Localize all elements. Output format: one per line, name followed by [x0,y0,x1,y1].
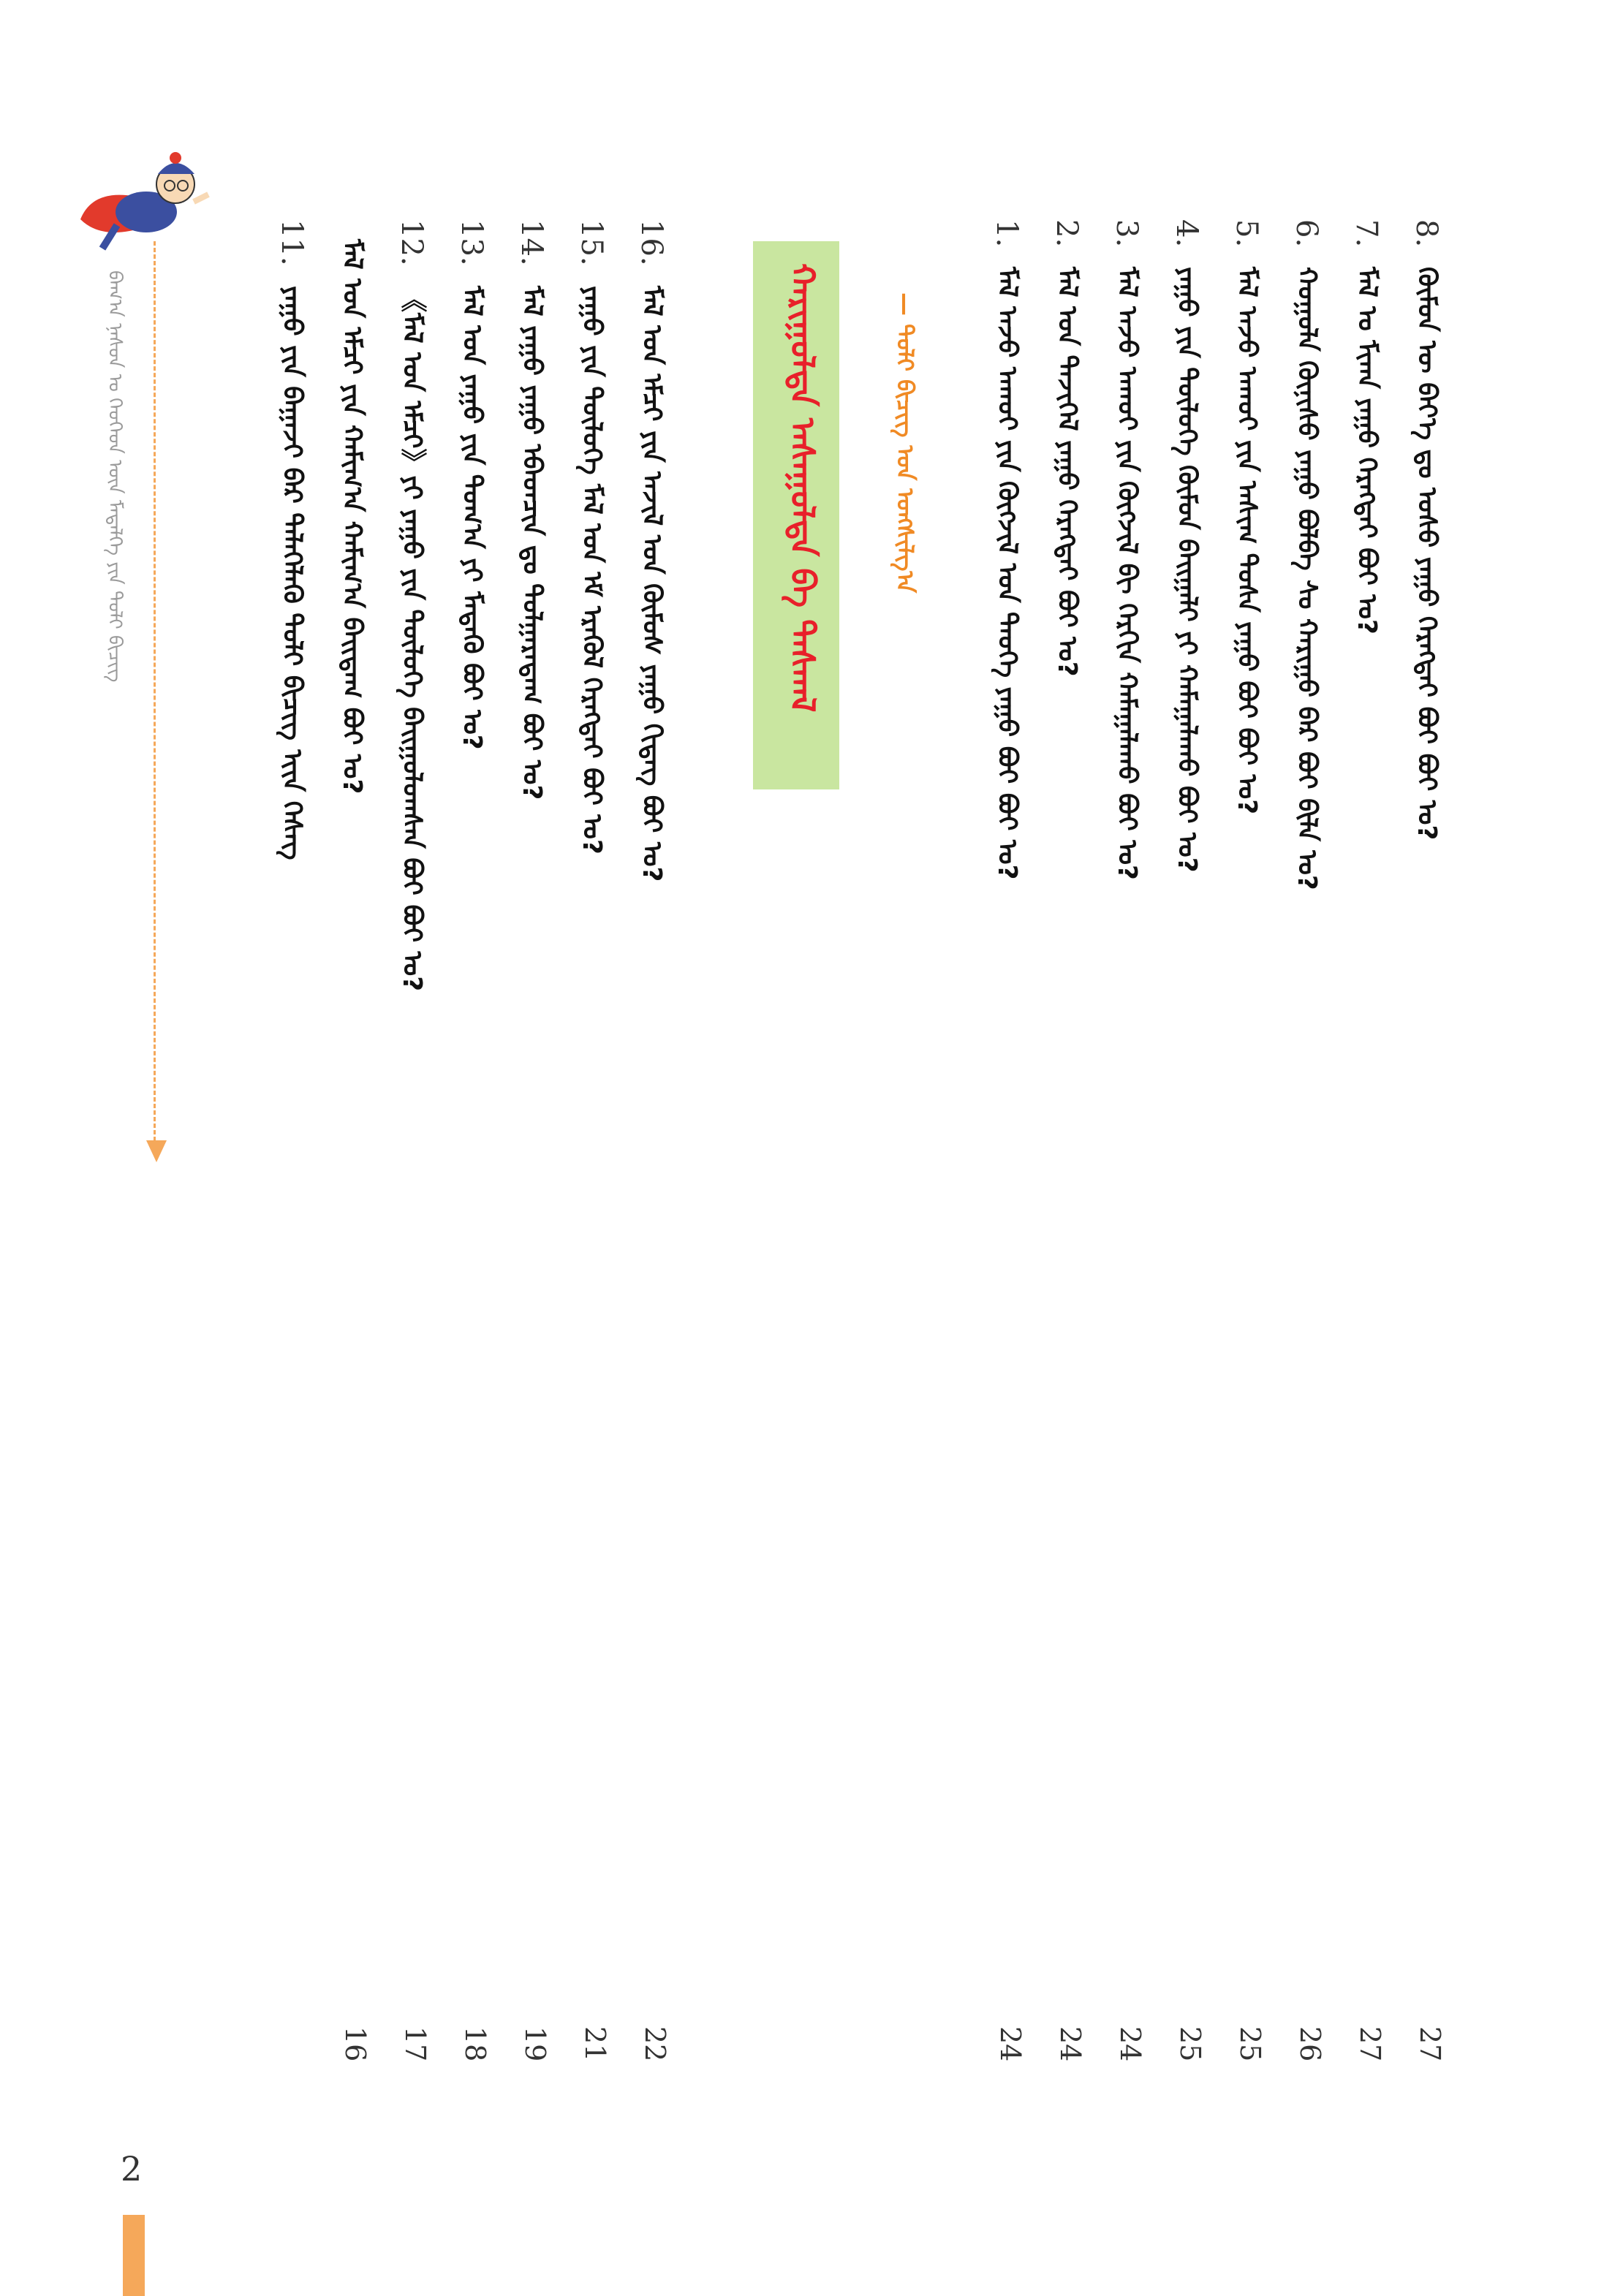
toc-title: ᠮᠠᠯ ᠤᠨ ᠡᠮᠴᠢ ᠶᠢᠨ ᠬᠠᠮᠢᠭ᠎ᠠ ᠬᠠᠮᠢᠭ᠎ᠠ ᠪᠠᠢᠳᠠᠭ ᠪᠤᠢ ᠤ? [337,239,367,795]
toc-number: 2. [1050,219,1083,248]
toc-entry[interactable] [1284,219,1328,2061]
toc-entry[interactable] [389,219,433,2061]
toc-title: ᠮᠠᠯ ᠠᠵᠤ ᠠᠬᠤᠢ ᠶᠢᠨ ᠬᠦᠭᠵᠢᠯ ᠤᠨ ᠲᠡᠦᠬᠡ ᠶᠠᠭᠤ ᠪᠤᠢ ᠪᠤᠢ ᠤ? [992,267,1022,880]
toc-page: 25 [1174,2026,1206,2061]
toc-entry[interactable] [269,219,313,2061]
toc-page: 21 [579,2026,611,2061]
toc-number: 14. [515,219,548,266]
toc-number: 11. [275,219,309,266]
toc-number: 5. [1230,219,1263,248]
toc-page: 24 [1054,2026,1086,2061]
toc-entry[interactable] [569,219,613,2061]
page-number: 2 [121,2149,143,2189]
toc-entry[interactable] [1224,219,1268,2061]
toc-entry[interactable] [329,219,373,2061]
toc-entry[interactable] [984,219,1028,2061]
toc-entry[interactable] [1104,219,1148,2061]
toc-number: 16. [635,219,668,266]
toc-title: ᠶᠠᠭᠤ ᠶᠢᠨ ᠲᠥᠯᠦᠭᠡ ᠬᠦᠮᠦᠨ ᠪᠠᠢᠭᠠᠯᠢ ᠶᠢ ᠬᠠᠮᠠᠭᠠᠯᠠᠬᠤ ᠪᠤᠢ ᠤ? [1172,267,1202,873]
page-tab-marker [123,2215,145,2296]
toc-page: 24 [994,2026,1026,2061]
toc-title: ᠮᠠᠯ ᠤᠨ ᠶᠠᠭᠤ ᠶᠢᠨ ᠲᠣᠭ᠎ᠠ ᠶᠢ ᠮᠡᠳᠡᠬᠦ ᠪᠤᠢ ᠤ? [457,285,487,750]
toc-page: 27 [1414,2026,1446,2061]
footer-arrow-icon [146,1140,167,1162]
toc-title: ᠶᠠᠭᠤ ᠶᠢᠨ ᠪᠠᠭᠠᠵᠢ ᠪᠠᠷ ᠲᠡᠯᠡᠭᠡᠯᠡᠬᠦ ᠲᠤᠯᠢ ᠪᠢᠴᠢᠭ ᠢᠢᠨ ᠬᠡᠰᠡᠭ [277,285,307,860]
toc-page: 16 [339,2026,371,2061]
section-title: ᠬᠠᠷᠢᠭᠤᠯᠲᠠ ᠠᠰᠠᠭᠤᠯᠲᠠ ᠪᠠ ᠳᠠᠰᠬᠠᠯ [783,263,822,713]
toc-number: 1. [990,219,1024,248]
toc-number: 12. [395,219,428,266]
toc-number: 3. [1110,219,1143,248]
toc-title: 《ᠮᠠᠯ ᠤᠨ ᠡᠮᠴᠢ》ᠶᠢ ᠶᠠᠭᠤ ᠶᠢᠨ ᠲᠥᠯᠦᠭᠡ ᠪᠠᠢᠭᠤᠯᠤᠭᠰᠠᠨ ᠪᠤᠢ ᠪᠤᠢ ᠤ? [397,285,427,991]
toc-entry[interactable] [449,219,493,2061]
toc-page: 25 [1234,2026,1266,2061]
toc-page: 22 [639,2026,671,2061]
toc-title: ᠮᠠᠯ ᠠᠵᠤ ᠠᠬᠤᠢ ᠶᠢᠨ ᠠᠰᠢᠭ ᠲᠤᠰᠠ ᠶᠠᠭᠤ ᠪᠤᠢ ᠪᠤᠢ ᠤ? [1232,267,1262,815]
toc-entry[interactable] [1164,219,1208,2061]
toc-page: 26 [1294,2026,1326,2061]
toc-number: 8. [1410,219,1443,248]
toc-entry[interactable] [1404,219,1448,2061]
section-subtitle: — ᠲᠤᠯᠢ ᠪᠢᠴᠢᠭ ᠤᠨ ᠤᠩᠰᠢᠯᠭ᠎ᠠ [891,292,919,594]
toc-entry[interactable] [509,219,553,2061]
toc-page: 27 [1354,2026,1386,2061]
toc-entry[interactable] [629,219,673,2061]
toc-title: ᠬᠦᠮᠦᠨ ᠦ ᠪᠡᠶ᠎ᠡ ᠳᠤ ᠤᠰᠤ ᠶᠠᠭᠤ ᠬᠡᠷᠡᠭᠲᠡᠢ ᠪᠤᠢ ᠪᠤᠢ ᠤ? [1412,267,1442,841]
toc-page: 24 [1114,2026,1146,2061]
toc-page: 18 [459,2026,491,2061]
toc-title: ᠶᠠᠭᠤ ᠶᠢᠨ ᠲᠥᠯᠦᠭᠡ ᠮᠠᠯ ᠤᠨ ᠡᠮ ᠡᠷᠡᠬᠦᠯ ᠬᠡᠷᠡᠭᠲᠡᠢ ᠪᠤᠢ ᠤ? [577,285,607,855]
toc-title: ᠮᠠᠯ ᠠᠵᠤ ᠠᠬᠤᠢ ᠶᠢᠨ ᠬᠦᠭᠵᠢᠯ ᠪᠢ ᠬᠡᠷᠬᠢᠨ ᠬᠠᠮᠠᠭᠠᠯᠠᠬᠤ ᠪᠤᠢ ᠤ? [1112,267,1142,881]
toc-entry[interactable] [1044,219,1088,2061]
footer-divider [154,241,156,1148]
toc-number: 4. [1170,219,1203,248]
toc-title: ᠬᠤᠭᠤᠯᠠ ᠬᠦᠨᠢᠰᠦ ᠶᠠᠭᠤ ᠪᠤᠯᠪᠠ ᠰᠤ ᠬᠠᠷᠢᠭᠤ ᠪᠡᠷ ᠪᠤᠢ ᠪᠢᠯᠡ ᠤ? [1292,267,1322,891]
toc-title: ᠮᠠᠯ ᠶᠠᠭᠤ ᠶᠠᠭᠤ ᠡᠪᠡᠳᠴᠢᠨ ᠳᠤ ᠲᠤᠯᠭᠠᠷᠠᠳᠠᠭ ᠪᠤᠢ ᠤ? [517,285,547,800]
toc-number: 7. [1350,219,1383,248]
toc-page: 17 [399,2026,431,2061]
toc-number: 13. [455,219,488,266]
toc-number: 15. [575,219,608,266]
toc-page: 19 [519,2026,551,2061]
footer-series-title: ᠪᠠᠭ᠎ᠠ ᠨᠠᠰᠤᠨ ᠤ ᠬᠡᠦᠬᠡᠳ ᠦᠨ ᠮᠡᠳᠡᠯᠭᠡ ᠶᠢᠨ ᠲᠤᠯᠢ ᠪᠢᠴᠢᠭ [104,270,126,683]
toc-entry[interactable] [1344,219,1388,2061]
toc-number: 6. [1290,219,1323,248]
mascot-illustration [66,132,219,270]
toc-title: ᠮᠠᠯ ᠤᠨ ᠲᠡᠵᠢᠭᠡᠯ ᠶᠠᠭᠤ ᠬᠡᠷᠡᠭᠲᠡᠢ ᠪᠤᠢ ᠤ? [1052,267,1082,677]
toc-title: ᠮᠠᠯ ᠤ ᠮᠢᠬᠠ ᠶᠠᠭᠤ ᠬᠡᠷᠡᠭᠲᠡᠢ ᠪᠤᠢ ᠤ? [1352,267,1382,635]
toc-title: ᠮᠠᠯ ᠤᠨ ᠡᠮᠴᠢ ᠶᠢᠨ ᠠᠵᠢᠯ ᠤᠨ ᠬᠦᠮᠦᠰ ᠶᠠᠭᠤ ᠬᠢᠳᠡᠭ ᠪᠤᠢ ᠤ? [637,285,667,882]
